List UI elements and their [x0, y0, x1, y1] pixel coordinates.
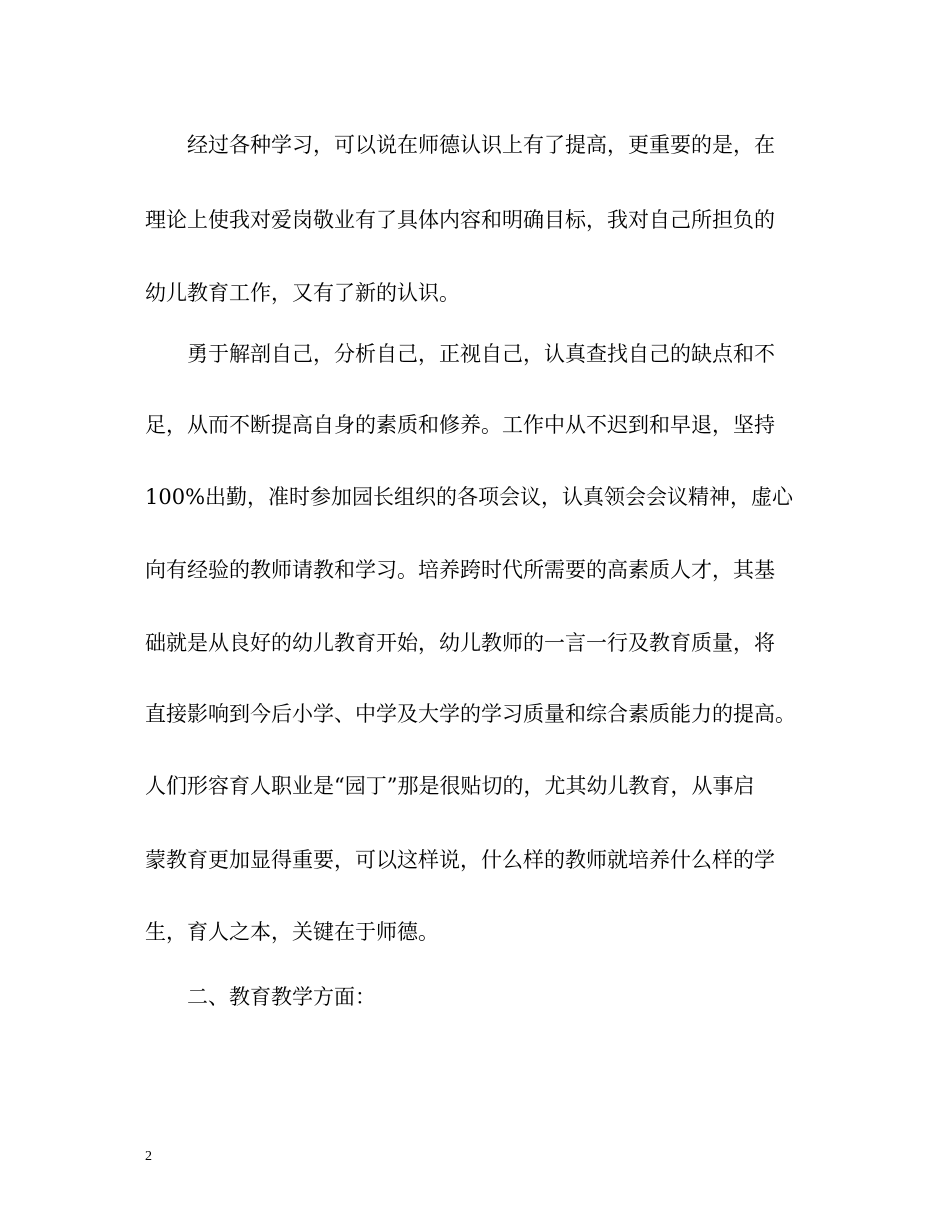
paragraph-2-line-2: 足，从而不断提高自身的素质和修养。工作中从不迟到和早退，坚持 [145, 413, 775, 437]
paragraph-2-line-5: 础就是从良好的幼儿教育开始，幼儿教师的一言一行及教育质量，将 [145, 631, 775, 655]
paragraph-2-line-6: 直接影响到今后小学、中学及大学的学习质量和综合素质能力的提高。 [145, 702, 796, 726]
section-heading-teaching: 二、教育教学方面： [187, 985, 376, 1009]
paragraph-2-line-9: 生，育人之本，关键在于师德。 [145, 920, 439, 944]
paragraph-2-line-1: 勇于解剖自己，分析自己，正视自己，认真查找自己的缺点和不 [187, 342, 775, 366]
paragraph-2-line-7: 人们形容育人职业是“园丁”那是很贴切的，尤其幼儿教育，从事启 [145, 774, 755, 798]
paragraph-2-line-8: 蒙教育更加显得重要，可以这样说，什么样的教师就培养什么样的学 [145, 848, 775, 872]
paragraph-1-line-2: 理论上使我对爱岗敬业有了具体内容和明确目标，我对自己所担负的 [145, 208, 775, 232]
paragraph-1-line-1: 经过各种学习，可以说在师德认识上有了提高，更重要的是，在 [187, 133, 775, 157]
page-number: 2 [145, 1149, 152, 1164]
paragraph-2-line-4: 向有经验的教师请教和学习。培养跨时代所需要的高素质人才，其基 [145, 558, 775, 582]
paragraph-2-line-3: 100%出勤，准时参加园长组织的各项会议，认真领会会议精神，虚心 [145, 485, 794, 509]
paragraph-1-line-3: 幼儿教育工作，又有了新的认识。 [145, 281, 460, 305]
